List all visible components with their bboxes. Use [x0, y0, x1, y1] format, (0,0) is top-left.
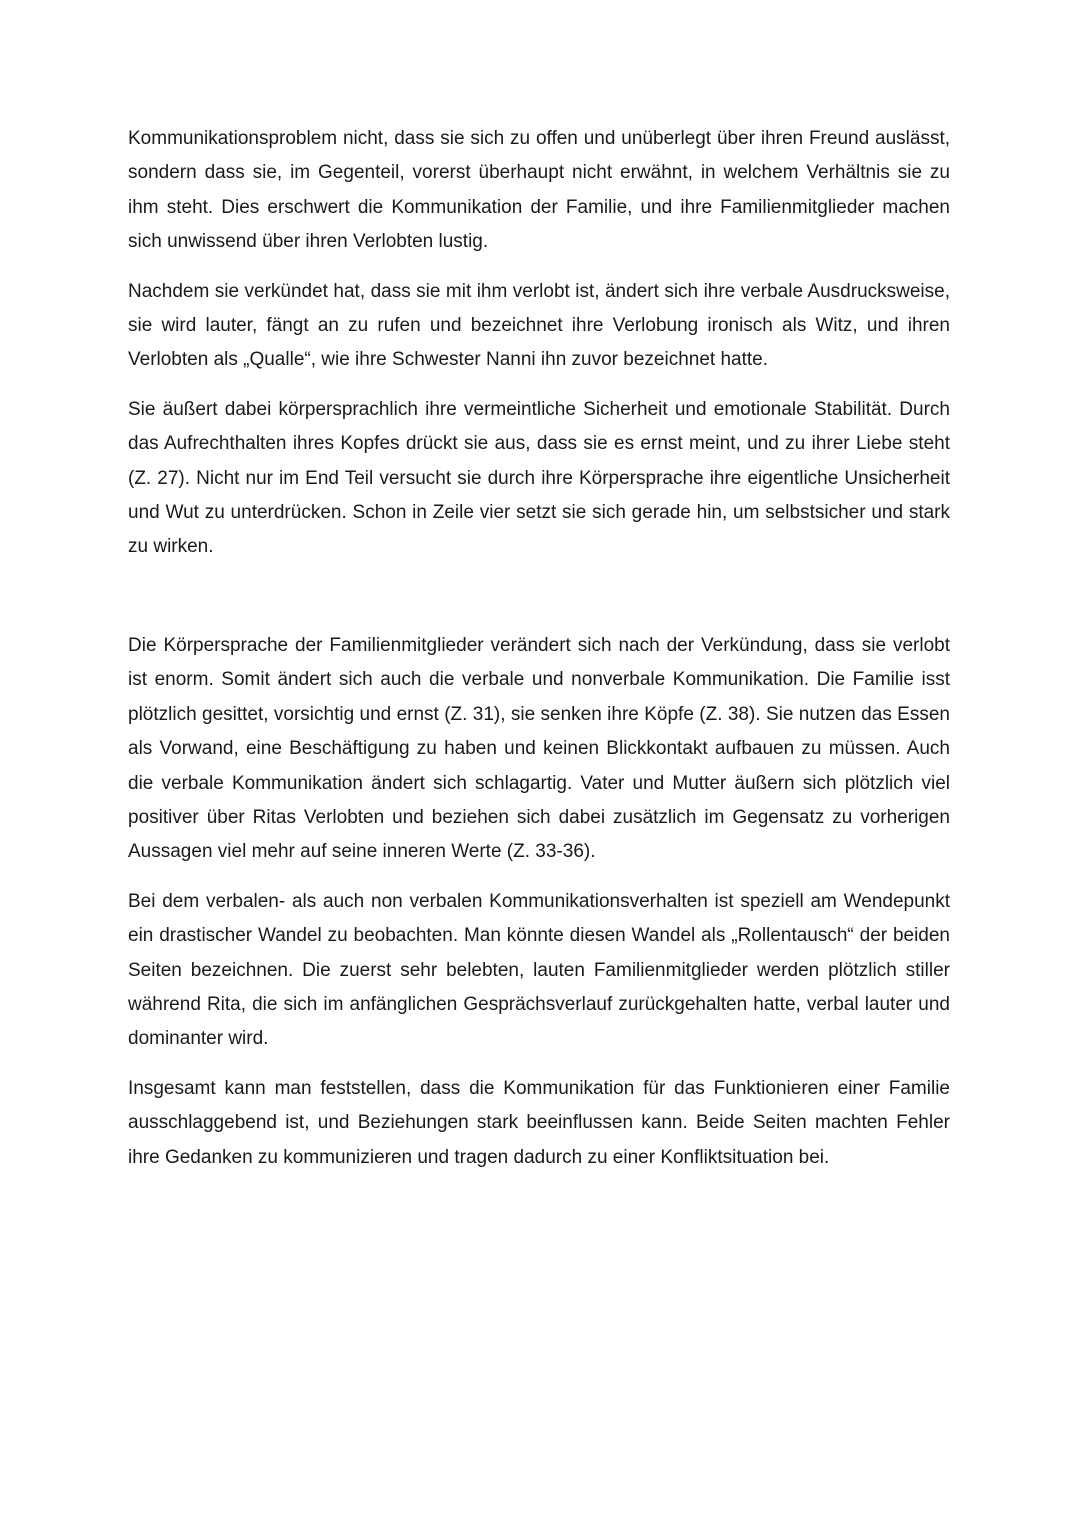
paragraph-role-reversal: Bei dem verbalen- als auch non verbalen Kommunikationsverhalten ist speziell am Wendepunkt ein drastischer Wandel zu beobachten. Man könnte diesen Wandel als „Rollentausch“ der beiden Seiten bezeichnen. Die zuerst sehr belebten, lauten Familienmitglieder werden plötzlich stiller während Rita, die sich im anfänglichen Gesprächsverlauf zurückgehalten hatte, verbal lauter und dominanter wird.	[128, 890, 950, 1050]
paragraph-spacer	[128, 580, 950, 629]
paragraph-family-body-language: Die Körpersprache der Familienmitglieder verändert sich nach der Verkündung, dass sie verlobt ist enorm. Somit ändert sich auch die verbale und nonverbale Kommunikation. Die Familie isst plötzlich gesittet, vorsichtig und ernst (Z. 31), sie senken ihre Köpfe (Z. 38). Sie nutzen das Essen als Vorwand, eine Beschäftigung zu haben und keinen Blickkontakt aufbauen zu müssen. Auch die verbale Kommunikation ändert sich schlagartig. Vater und Mutter äußern sich plötzlich viel positiver über Ritas Verlobten und beziehen sich dabei zusätzlich im Gegensatz zu vorherigen Aussagen viel mehr auf seine inneren Werte (Z. 33-36).	[128, 634, 950, 863]
document-page	[128, 122, 950, 1190]
paragraph-engagement-announcement: Nachdem sie verkündet hat, dass sie mit ihm verlobt ist, ändert sich ihre verbale Ausdrucksweise, sie wird lauter, fängt an zu rufen und bezeichnet ihre Verlobung ironisch als Witz, und ihren Verlobten als „Qualle“, wie ihre Schwester Nanni ihn zuvor bezeichnet hatte.	[128, 280, 950, 371]
paragraph-communication-problem: Kommunikationsproblem nicht, dass sie sich zu offen und unüberlegt über ihren Freund auslässt, sondern dass sie, im Gegenteil, vorerst überhaupt nicht erwähnt, in welchem Verhältnis sie zu ihm steht. Dies erschwert die Kommunikation der Familie, und ihre Familienmitglieder machen sich unwissend über ihren Verlobten lustig.	[128, 128, 950, 253]
paragraph-conclusion: Insgesamt kann man feststellen, dass die Kommunikation für das Funktionieren einer Familie ausschlaggebend ist, und Beziehungen stark beeinflussen kann. Beide Seiten machten Fehler ihre Gedanken zu kommunizieren und tragen dadurch zu einer Konfliktsituation bei.	[128, 1077, 950, 1168]
paragraph-body-language-rita: Sie äußert dabei körpersprachlich ihre vermeintliche Sicherheit und emotionale Stabilität. Durch das Aufrechthalten ihres Kopfes drückt sie aus, dass sie es ernst meint, und zu ihrer Liebe steht (Z. 27). Nicht nur im End Teil versucht sie durch ihre Körpersprache ihre eigentliche Unsicherheit und Wut zu unterdrücken. Schon in Zeile vier setzt sie sich gerade hin, um selbstsicher und stark zu wirken.	[128, 398, 950, 558]
